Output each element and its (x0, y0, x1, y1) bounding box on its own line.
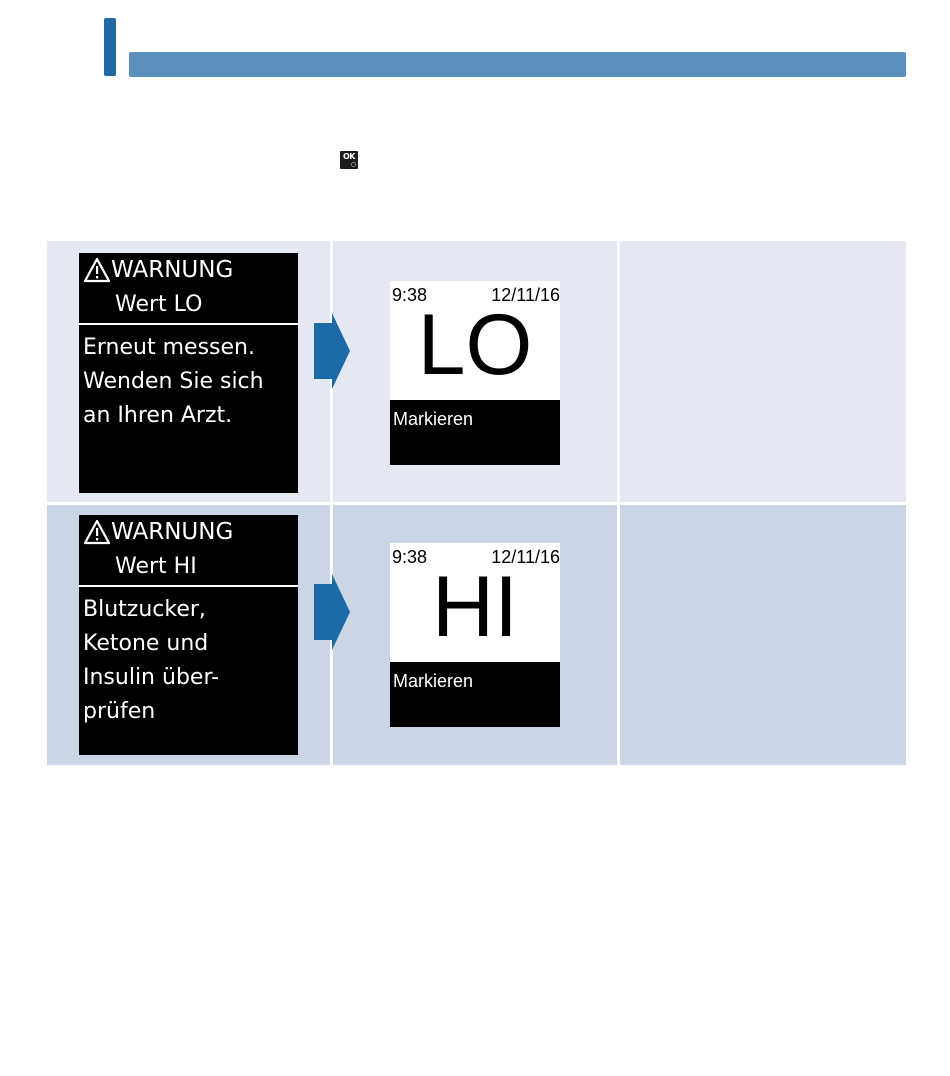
warning-subtitle: Wert LO (115, 292, 203, 317)
warning-line: an Ihren Arzt. (83, 403, 233, 428)
arrow-right-icon (314, 313, 350, 389)
ok-button-icon: OK ○ (340, 151, 358, 169)
warning-line: prüfen (83, 699, 156, 724)
section-header-bar (129, 52, 906, 77)
section-marker (104, 18, 116, 76)
meter-reading: HI (432, 559, 518, 655)
warning-screen-lo (79, 253, 298, 493)
warning-line: Erneut messen. (83, 335, 255, 360)
meter-screen-lo (390, 281, 560, 465)
row2-warning-cell (47, 505, 330, 765)
arrow-right-icon (314, 574, 350, 650)
mark-softkey-label: Markieren (393, 671, 474, 691)
warning-screen-hi (79, 515, 298, 755)
warning-line: Blutzucker, (83, 597, 206, 622)
meter-reading: LO (417, 297, 533, 393)
warning-line: Wenden Sie sich (83, 369, 264, 394)
meter-softkey-bar (390, 662, 560, 727)
warning-divider (79, 585, 298, 587)
warning-title: WARNUNG (83, 519, 233, 546)
warning-title: WARNUNG (83, 257, 233, 284)
warning-divider (79, 323, 298, 325)
warning-message (83, 593, 295, 729)
row1-warning-cell (47, 241, 330, 502)
warning-message (83, 331, 295, 433)
warning-subtitle: Wert HI (115, 554, 197, 579)
meter-date: 12/11/16 (491, 547, 560, 567)
meter-screen-hi (390, 543, 560, 727)
meter-softkey-bar (390, 400, 560, 465)
warning-line: Insulin über- (83, 665, 220, 690)
meter-date: 12/11/16 (491, 285, 560, 305)
warning-triangle-icon (83, 519, 111, 545)
meter-time: 9:38 (392, 285, 428, 305)
meter-time: 9:38 (392, 547, 428, 567)
warning-triangle-icon (83, 257, 111, 283)
mark-softkey-label: Markieren (393, 409, 474, 429)
warning-line: Ketone und (83, 631, 209, 656)
row2-note-cell (620, 505, 906, 765)
row1-note-cell (620, 241, 906, 502)
